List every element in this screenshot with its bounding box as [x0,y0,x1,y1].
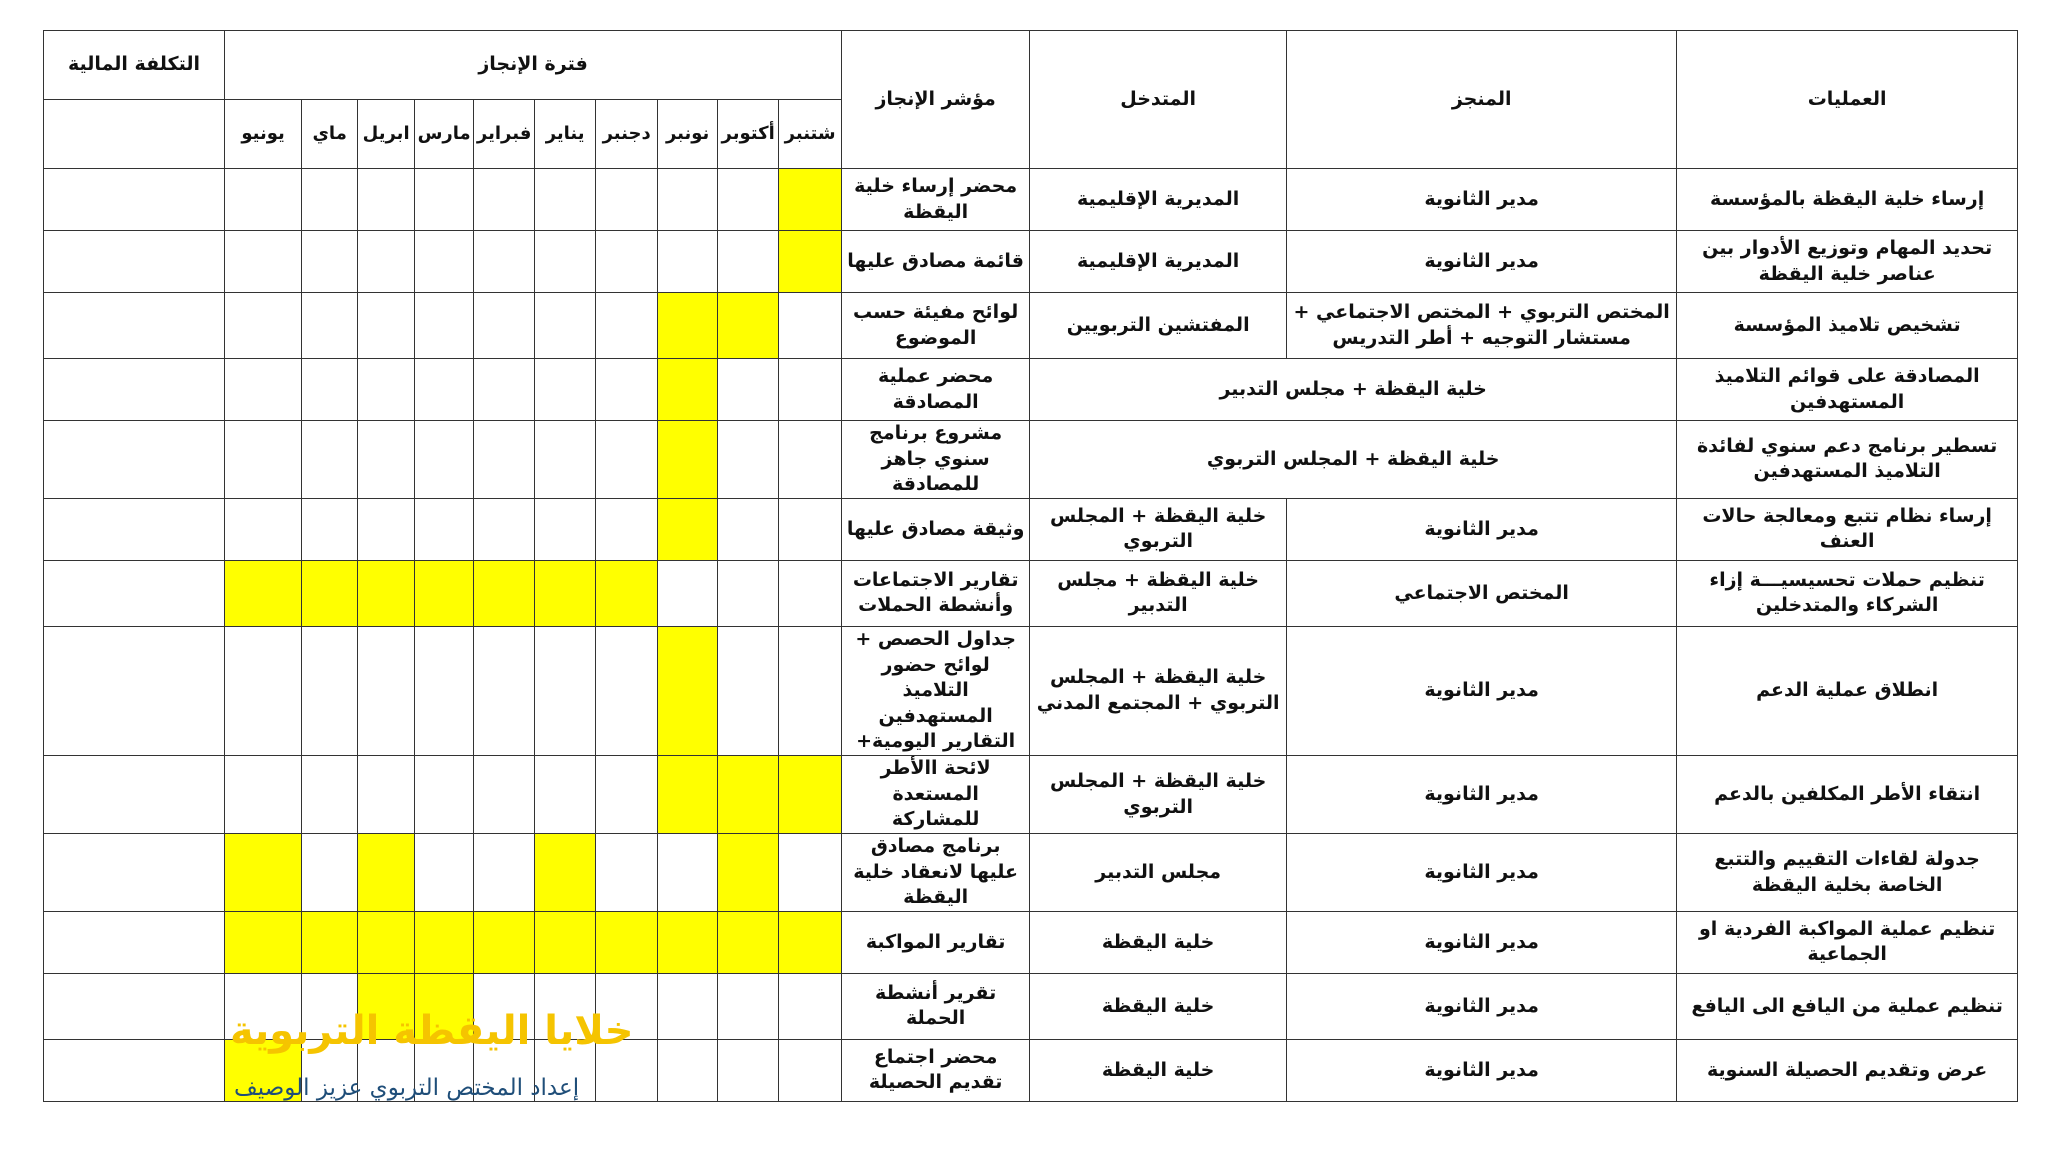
month-cell [474,231,535,293]
month-cell [535,911,596,973]
actor-cell: خلية اليقظة + المجلس التربوي [1030,498,1287,560]
month-cell [415,560,474,626]
month-cell [358,498,415,560]
month-cell [415,169,474,231]
table-row [44,293,2018,359]
month-cell [718,834,779,912]
cost-cell [44,973,225,1039]
month-cell [718,756,779,834]
table-row [44,834,2018,912]
month-cell [302,626,358,755]
month-cell [225,169,302,231]
header-cost: التكلفة المالية [44,31,225,100]
month-header: فبراير [474,100,535,169]
actor-cell: خلية اليقظة + المجلس التربوي + المجتمع المدني [1030,626,1287,755]
month-cell [596,560,658,626]
month-cell [302,560,358,626]
output-cell: مدير الثانوية [1287,169,1677,231]
month-cell [658,1039,718,1101]
table-row [44,626,2018,755]
month-cell [358,626,415,755]
month-cell [225,834,302,912]
month-cell [225,359,302,421]
output-cell: مدير الثانوية [1287,231,1677,293]
actor-cell: المديرية الإقليمية [1030,169,1287,231]
month-cell [779,359,842,421]
watermark-title: خلايا اليقظة التربوية [230,1008,634,1054]
month-cell [779,231,842,293]
month-cell [596,359,658,421]
cost-cell [44,911,225,973]
month-cell [302,359,358,421]
month-cell [302,293,358,359]
cost-cell [44,421,225,499]
month-cell [358,293,415,359]
month-cell [718,1039,779,1101]
month-cell [358,231,415,293]
indicator-cell: محضر اجتماع تقديم الحصيلة [842,1039,1030,1101]
table-row [44,560,2018,626]
month-cell [718,626,779,755]
month-header: ابريل [358,100,415,169]
cost-cell [44,231,225,293]
month-cell [535,169,596,231]
month-cell [779,834,842,912]
month-cell [779,293,842,359]
month-header: أكتوبر [718,100,779,169]
output-cell: مدير الثانوية [1287,498,1677,560]
month-cell [596,498,658,560]
month-cell [596,626,658,755]
indicator-cell: تقارير المواكبة [842,911,1030,973]
month-cell [535,359,596,421]
actor-cell: خلية اليقظة + المجلس التربوي [1030,756,1287,834]
month-cell [474,359,535,421]
operation-cell: جدولة لقاءات التقييم والتتبع الخاصة بخلية اليقظة [1677,834,2018,912]
month-cell [225,756,302,834]
operation-cell: إرساء خلية اليقظة بالمؤسسة [1677,169,2018,231]
cost-cell [44,626,225,755]
month-cell [358,560,415,626]
month-header: مارس [415,100,474,169]
header-indicator: مؤشر الإنجاز [842,31,1030,169]
month-cell [779,911,842,973]
indicator-cell: محضر إرساء خلية اليقظة [842,169,1030,231]
month-cell [474,756,535,834]
month-cell [474,560,535,626]
month-header: نونبر [658,100,718,169]
month-cell [225,421,302,499]
month-cell [474,911,535,973]
month-cell [779,1039,842,1101]
month-cell [658,560,718,626]
cost-cell [44,359,225,421]
month-cell [358,359,415,421]
month-cell [358,911,415,973]
month-cell [535,834,596,912]
month-cell [302,231,358,293]
month-cell [474,169,535,231]
month-cell [415,834,474,912]
month-cell [225,293,302,359]
output-cell: مدير الثانوية [1287,626,1677,755]
month-cell [718,498,779,560]
table-row [44,231,2018,293]
month-cell [658,834,718,912]
month-cell [596,231,658,293]
header-period: فترة الإنجاز [225,31,842,100]
cost-cell [44,498,225,560]
month-header: يناير [535,100,596,169]
header-operations: العمليات [1677,31,2018,169]
month-cell [779,421,842,499]
month-cell [596,293,658,359]
cost-cell [44,834,225,912]
month-cell [718,911,779,973]
operation-cell: انطلاق عملية الدعم [1677,626,2018,755]
month-cell [415,421,474,499]
table-row [44,359,2018,421]
month-cell [225,911,302,973]
month-cell [358,421,415,499]
month-cell [658,911,718,973]
month-cell [358,834,415,912]
actor-cell: خلية اليقظة + مجلس التدبير [1030,560,1287,626]
month-cell [535,293,596,359]
month-cell [535,560,596,626]
month-cell [302,169,358,231]
month-cell [596,756,658,834]
month-cell [658,359,718,421]
month-cell [718,169,779,231]
operation-cell: عرض وتقديم الحصيلة السنوية [1677,1039,2018,1101]
output-cell: المختص التربوي + المختص الاجتماعي + مستشار التوجيه + أطر التدريس [1287,293,1677,359]
header-actor: المتدخل [1030,31,1287,169]
month-cell [535,626,596,755]
operation-cell: تشخيص تلاميذ المؤسسة [1677,293,2018,359]
month-cell [535,421,596,499]
output-cell: مدير الثانوية [1287,834,1677,912]
month-cell [225,498,302,560]
month-cell [302,911,358,973]
indicator-cell: تقارير الاجتماعات وأنشطة الحملات [842,560,1030,626]
month-cell [415,293,474,359]
cost-cell [44,293,225,359]
actor-cell: مجلس التدبير [1030,834,1287,912]
month-cell [302,421,358,499]
month-cell [358,756,415,834]
month-cell [474,498,535,560]
month-cell [779,498,842,560]
month-cell [596,834,658,912]
month-cell [718,973,779,1039]
month-cell [225,626,302,755]
cost-cell [44,560,225,626]
cost-subheader [44,100,225,169]
month-cell [415,756,474,834]
table-row [44,169,2018,231]
output-cell: المختص الاجتماعي [1287,560,1677,626]
month-cell [474,626,535,755]
month-cell [535,498,596,560]
operation-cell: تنظيم عملية من اليافع الى اليافع [1677,973,2018,1039]
indicator-cell: قائمة مصادق عليها [842,231,1030,293]
cost-cell [44,756,225,834]
month-cell [779,560,842,626]
actor-cell: خلية اليقظة [1030,1039,1287,1101]
indicator-cell: برنامج مصادق عليها لانعقاد خلية اليقظة [842,834,1030,912]
month-cell [302,756,358,834]
month-cell [474,293,535,359]
month-cell [658,756,718,834]
actor-cell: المديرية الإقليمية [1030,231,1287,293]
indicator-cell: جداول الحصص + لوائح حضور التلاميذ المستهدفين التقارير اليومية+ [842,626,1030,755]
month-cell [718,231,779,293]
cost-cell [44,1039,225,1101]
operation-cell: تنظيم حملات تحسيسيـــة إزاء الشركاء والمتدخلين [1677,560,2018,626]
month-cell [718,421,779,499]
output-cell: مدير الثانوية [1287,756,1677,834]
month-cell [535,756,596,834]
month-cell [718,293,779,359]
month-header: شتنبر [779,100,842,169]
operation-cell: تنظيم عملية المواكبة الفردية او الجماعية [1677,911,2018,973]
month-cell [596,169,658,231]
output-cell: مدير الثانوية [1287,1039,1677,1101]
month-cell [718,359,779,421]
month-cell [302,498,358,560]
month-cell [658,498,718,560]
month-cell [415,359,474,421]
author-credit: إعداد المختص التربوي عزيز الوصيف [234,1075,580,1101]
operation-cell: تحديد المهام وتوزيع الأدوار بين عناصر خلية اليقظة [1677,231,2018,293]
table-row [44,498,2018,560]
operation-cell: المصادقة على قوائم التلاميذ المستهدفين [1677,359,2018,421]
month-cell [779,626,842,755]
output-actor-cell: خلية اليقظة + مجلس التدبير [1030,359,1677,421]
month-cell [779,169,842,231]
month-header: ماي [302,100,358,169]
month-cell [535,231,596,293]
month-cell [658,973,718,1039]
operation-cell: انتقاء الأطر المكلفين بالدعم [1677,756,2018,834]
month-header: دجنبر [596,100,658,169]
month-cell [415,498,474,560]
indicator-cell: مشروع برنامج سنوي جاهز للمصادقة [842,421,1030,499]
month-cell [225,560,302,626]
month-cell [358,169,415,231]
table-row [44,421,2018,499]
month-cell [415,231,474,293]
month-cell [474,834,535,912]
indicator-cell: وثيقة مصادق عليها [842,498,1030,560]
actor-cell: المفتشين التربويين [1030,293,1287,359]
action-plan-table [43,30,2018,1102]
month-cell [658,169,718,231]
operation-cell: تسطير برنامج دعم سنوي لفائدة التلاميذ المستهدفين [1677,421,2018,499]
output-actor-cell: خلية اليقظة + المجلس التربوي [1030,421,1677,499]
month-cell [474,421,535,499]
month-cell [415,626,474,755]
actor-cell: خلية اليقظة [1030,973,1287,1039]
operation-cell: إرساء نظام تتبع ومعالجة حالات العنف [1677,498,2018,560]
actor-cell: خلية اليقظة [1030,911,1287,973]
month-cell [596,421,658,499]
indicator-cell: محضر عملية المصادقة [842,359,1030,421]
month-cell [225,231,302,293]
month-cell [658,231,718,293]
indicator-cell: لائحة االأطر المستعدة للمشاركة [842,756,1030,834]
header-output: المنجز [1287,31,1677,169]
month-cell [596,911,658,973]
month-cell [658,626,718,755]
month-cell [779,756,842,834]
table-row [44,911,2018,973]
table-row [44,756,2018,834]
month-cell [779,973,842,1039]
month-cell [718,560,779,626]
indicator-cell: تقرير أنشطة الحملة [842,973,1030,1039]
month-cell [415,911,474,973]
output-cell: مدير الثانوية [1287,911,1677,973]
month-cell [658,293,718,359]
indicator-cell: لوائح مفيئة حسب الموضوع [842,293,1030,359]
month-header: يونيو [225,100,302,169]
month-cell [658,421,718,499]
month-cell [302,834,358,912]
output-cell: مدير الثانوية [1287,973,1677,1039]
cost-cell [44,169,225,231]
